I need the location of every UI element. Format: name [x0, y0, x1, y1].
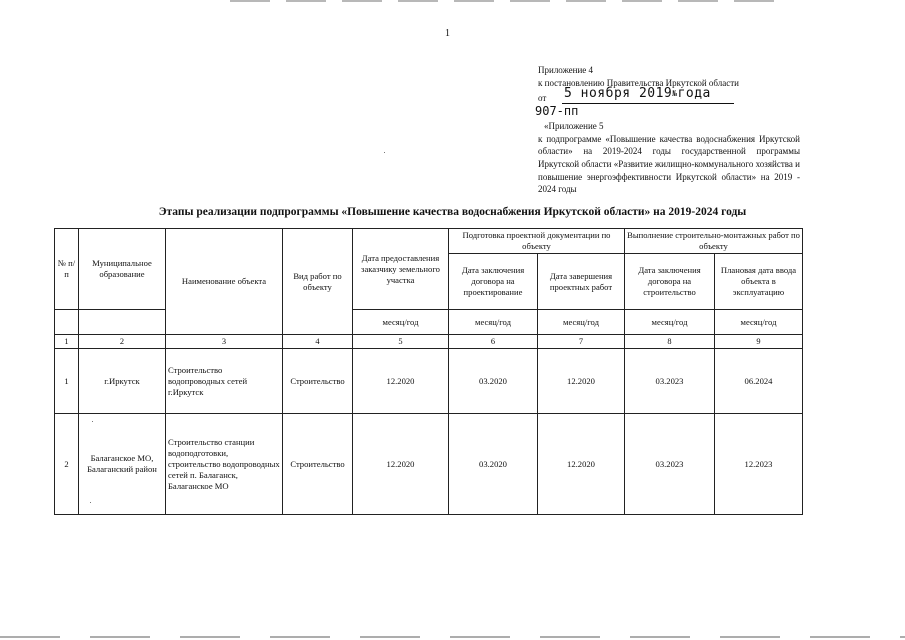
header-construction-contract: Дата заключения договора на строительство: [625, 254, 715, 310]
header-design-group: Подготовка проектной документации по объекту: [449, 229, 625, 254]
column-number: 4: [283, 335, 353, 349]
column-number: 3: [166, 335, 283, 349]
scan-artifact-top: [230, 0, 790, 2]
cell-design-contract: 03.2020: [449, 349, 538, 414]
header-object-name: Наименование объекта: [166, 229, 283, 335]
cell-design-completion: 12.2020: [538, 414, 625, 515]
cell-object-name: Строительство водопроводных сетей г.Иркутск: [166, 349, 283, 414]
cell-construction-contract: 03.2023: [625, 349, 715, 414]
appendix-line-1: Приложение 4: [538, 65, 594, 75]
header-construction-group: Выполнение строительно-монтажных работ по объекту: [625, 229, 803, 254]
unit-blank: [79, 310, 166, 335]
header-row-groups: [55, 229, 803, 254]
table-row: [55, 349, 803, 414]
header-num: № п/п: [55, 229, 79, 310]
cell-commissioning: 06.2024: [715, 349, 803, 414]
column-number: 8: [625, 335, 715, 349]
unit-design-contract: месяц/год: [449, 310, 538, 335]
unit-design-completion: месяц/год: [538, 310, 625, 335]
appendix-header: [535, 64, 800, 196]
scan-speck: [90, 502, 91, 503]
unit-commissioning: месяц/год: [715, 310, 803, 335]
column-number: 5: [353, 335, 449, 349]
appendix-date: 5 ноября 2019№года: [564, 86, 711, 102]
cell-design-completion: 12.2020: [538, 349, 625, 414]
column-number: 7: [538, 335, 625, 349]
header-work-type: Вид работ по объекту: [283, 229, 353, 335]
stages-table: [54, 228, 803, 515]
cell-municipality: г.Иркутск: [79, 349, 166, 414]
date-underline: [562, 103, 734, 104]
cell-design-contract: 03.2020: [449, 414, 538, 515]
column-number: 9: [715, 335, 803, 349]
column-number: 6: [449, 335, 538, 349]
cell-municipality: Балаганское МО, Балаганский район: [79, 414, 166, 515]
unit-land-date: месяц/год: [353, 310, 449, 335]
cell-commissioning: 12.2023: [715, 414, 803, 515]
header-design-contract: Дата заключения договора на проектирование: [449, 254, 538, 310]
cell-num: 1: [55, 349, 79, 414]
cell-land-date: 12.2020: [353, 349, 449, 414]
cell-work-type: Строительство: [283, 349, 353, 414]
header-commissioning: Плановая дата ввода объекта в эксплуатацию: [715, 254, 803, 310]
appendix-line-2: к постановлению Правительства Иркутской области: [538, 77, 739, 88]
appendix-ot: от: [538, 93, 547, 104]
scan-speck: [384, 152, 385, 153]
appendix-date-suffix: года: [677, 86, 711, 102]
column-number: 1: [55, 335, 79, 349]
cell-object-name: Строительство станции водоподготовки, строительство водопроводных сетей п. Балаганск, Балаганское МО: [166, 414, 283, 515]
appendix-date-line: [538, 86, 800, 104]
appendix-order-number: 907-пп: [535, 104, 579, 119]
header-design-completion: Дата завершения проектных работ: [538, 254, 625, 310]
appendix-prilozhenie-5: «Приложение 5: [544, 121, 604, 132]
cell-num: 2: [55, 414, 79, 515]
document-title: Этапы реализации подпрограммы «Повышение качества водоснабжения Иркутской области» на 2019-2024 годы: [158, 206, 747, 218]
header-land-date: Дата предоставления заказчику земельного участка: [353, 229, 449, 310]
column-number-row: [55, 335, 803, 349]
unit-blank: [55, 310, 79, 335]
header-municipality: Муниципальное образование: [79, 229, 166, 310]
column-number: 2: [79, 335, 166, 349]
cell-land-date: 12.2020: [353, 414, 449, 515]
unit-construction-contract: месяц/год: [625, 310, 715, 335]
appendix-date-value: 5 ноября 2019: [564, 86, 673, 102]
appendix-subprogram-text: к подпрограмме «Повышение качества водоснабжения Иркутской области» на 2019-2024 годы государственной программы Иркутской области «Развитие жилищно-коммунального хозяйства и повышение энергоэффективности Иркутской области» на 2019 - 2024 годы: [538, 133, 800, 195]
scan-artifact-bottom: [0, 636, 905, 638]
scan-speck: [92, 421, 93, 422]
cell-construction-contract: 03.2023: [625, 414, 715, 515]
page-number: 1: [445, 28, 450, 39]
table-row: [55, 414, 803, 515]
cell-work-type: Строительство: [283, 414, 353, 515]
